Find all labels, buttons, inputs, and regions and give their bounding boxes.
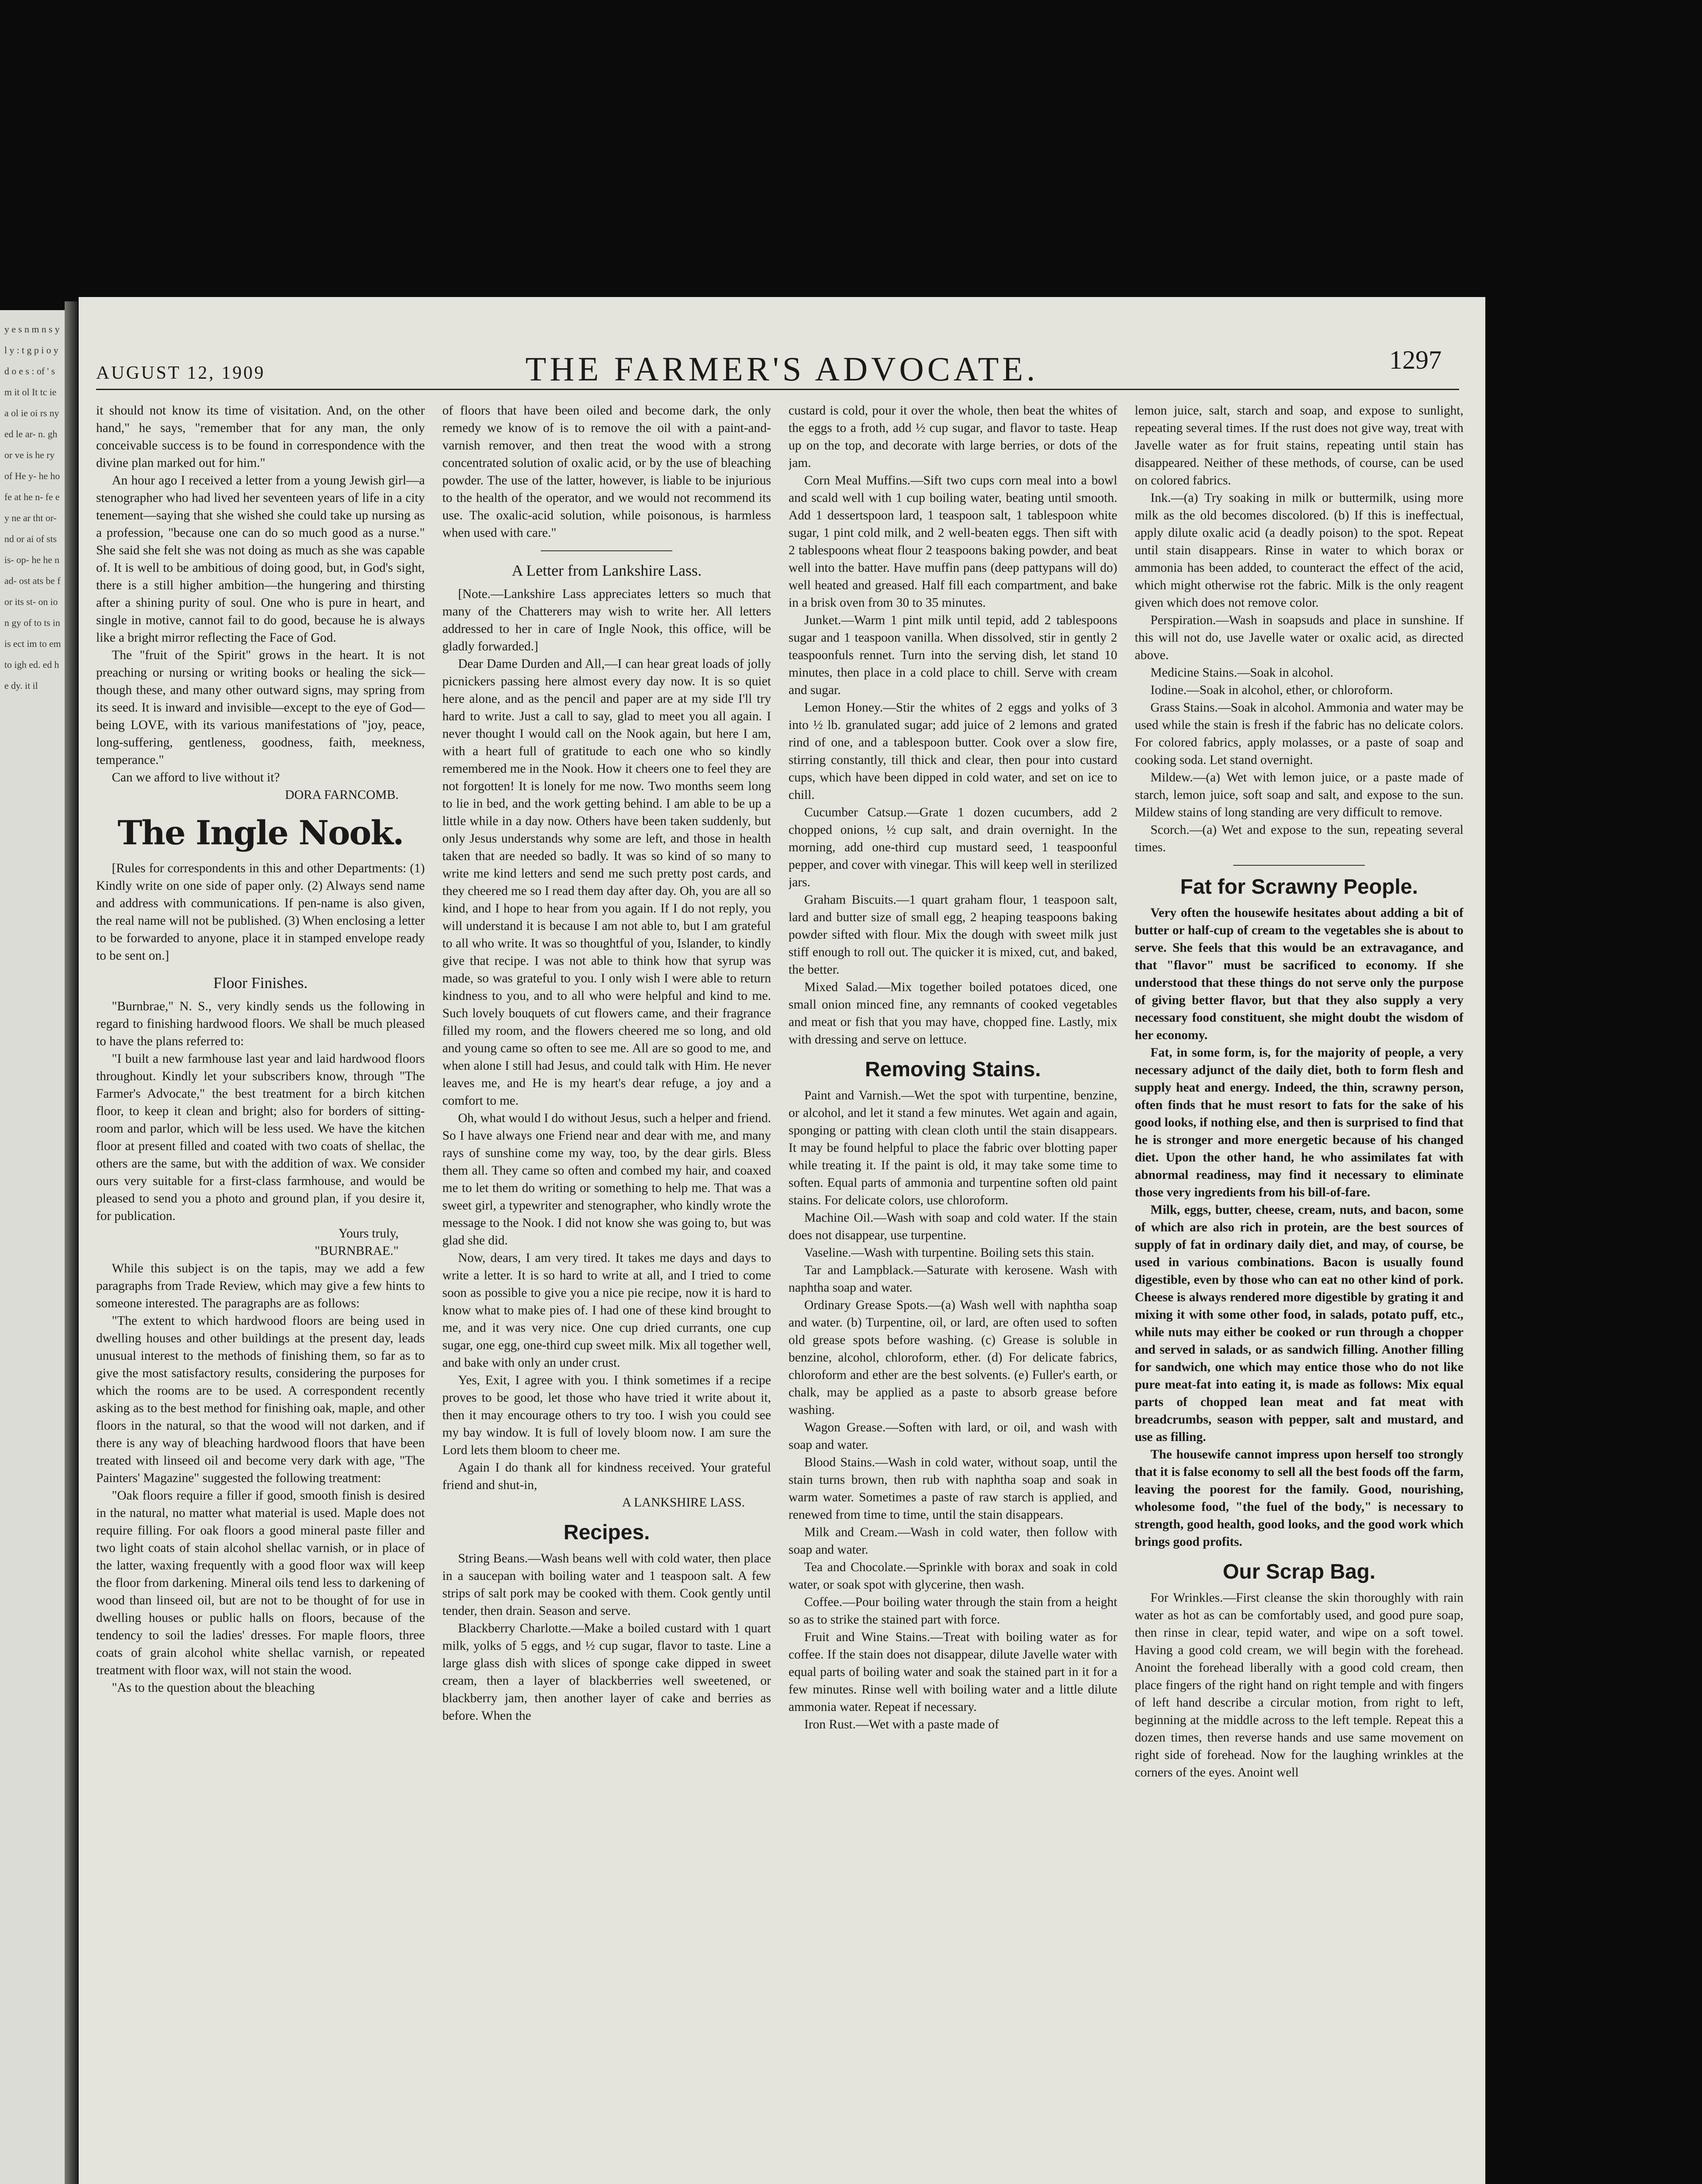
paragraph: Graham Biscuits.—1 quart graham flour, 1 teaspoon salt, lard and butter size of small egg, 2 heaping teaspoons baking powder sifted with flour. Mix the dough with sweet milk just stiff enough to roll out. The quicker it is mixed, cut, and baked, the better. [789,893,1117,977]
subheading-floor-finishes: Floor Finishes. [213,974,308,992]
paragraph: Tea and Chocolate.—Sprinkle with borax and soak in cold water, or soak spot with glycerine, then wash. [789,1560,1117,1592]
paragraph: Fruit and Wine Stains.—Treat with boiling water as for coffee. If the stain does not disappear, dilute Javelle water with equal parts of boiling water and soak the stained part in it for a few minutes. Rinse well with boiling water and a little dilute ammonia water. Repeat if necessary. [789,1630,1117,1714]
paragraph: Iron Rust.—Wet with a paste made of [804,1717,999,1731]
subheading-lankshire-letter: A Letter from Lankshire Lass. [512,562,702,579]
paragraph: Blackberry Charlotte.—Make a boiled custard with 1 quart milk, yolks of 5 eggs, and ½ cup sugar, flavor to taste. Line a large glass dish with slices of sponge cake dipped in sweet cream, then a layer of blackberries well sweetened, or blackberry jam, then another layer of cake and berries as before. When the [442,1621,771,1723]
paragraph: Coffee.—Pour boiling water through the stain from a height so as to strike the stained part with force. [789,1595,1117,1627]
paragraph: The housewife cannot impress upon herself too strongly that it is false economy to sell all the best foods off the farm, leaving the poorest for the family. Good, nourishing, wholesome food, "the fuel of the body," is necessary to strength, good health, good looks, and the good work which brings good profits. [1135,1448,1463,1549]
paragraph: Again I do thank all for kindness received. Your grateful friend and shut-in, [442,1461,771,1492]
column-3 [789,402,1117,2184]
paragraph: Lemon Honey.—Stir the whites of 2 eggs and yolks of 3 into ½ lb. granulated sugar; add juice of 2 lemons and grated rind of one, and a tablespoon butter. Cook over a slow fire, stirring constantly, till thick and clear, then pour into custard cups, which have been dipped in cold water, and set on ice to chill. [789,701,1117,802]
paragraph: String Beans.—Wash beans well with cold water, then place in a saucepan with boiling water and 1 teaspoon salt. A few strips of salt pork may be cooked with them. Cook gently until tender, then drain. Season and serve. [442,1552,771,1618]
paragraph: custard is cold, pour it over the whole, then beat the whites of the eggs to a froth, add ½ cup sugar, and flavor to taste. Heap up on the top, and decorate with large berries, or dots of the jam. [789,404,1117,470]
paragraph: Oh, what would I do without Jesus, such a helper and friend. So I have always one Friend near and dear with me, and many rays of sunshine come my way, too, by the dear girls. Bless them all. They came so often and combed my hair, and coaxed me to let them do writing or something to help me. That was a sweet girl, a typewriter and stenographer, who kindly wrote the message to the Nook. I did not know she was going to, but was glad she did. [442,1111,771,1248]
section-rule [1233,865,1365,866]
paragraph: Grass Stains.—Soak in alcohol. Ammonia and water may be used while the stain is fresh if the fabric has no delicate colors. For colored fabrics, apply molasses, or a paste of soap and cooking soda. Let stand overnight. [1135,701,1463,767]
adjacent-page-strip [0,310,66,2184]
column-2 [443,402,771,2184]
paragraph: Mixed Salad.—Mix together boiled potatoes diced, one small onion minced fine, any remnants of cooked vegetables and meat or fish that you may have, chopped fine. Lastly, mix with dressing and serve on lettuce. [789,980,1117,1047]
editor-note: [Note.—Lankshire Lass appreciates letters so much that many of the Chatterers may wish to write her. All letters addressed to her in care of Ingle Nook, this office, will be gladly forwarded.] [442,587,771,653]
paragraph: Milk and Cream.—Wash in cold water, then follow with soap and water. [789,1525,1117,1557]
closing: Yours truly, [338,1227,399,1241]
signature: DORA FARNCOMB. [285,788,399,802]
paragraph: "As to the question about the bleaching [112,1681,315,1695]
paragraph: Tar and Lampblack.—Saturate with kerosene. Wash with naphtha soap and water. [789,1263,1117,1295]
column-4 [1135,402,1464,2184]
paragraph: While this subject is on the tapis, may we add a few paragraphs from Trade Review, which may give a few hints to someone interested. The paragraphs are as follows: [96,1261,425,1310]
paragraph: Dear Dame Durden and All,—I can hear great loads of jolly picnickers passing here almost every day now. It is so quiet here alone, and as the pencil and paper are at my side I'll try hard to write. Just a call to say, glad to meet you all again. I never thought I would call on the Nook again, but here I am, with a heart full of gratitude to each one who so kindly remembered me in the Nook. How it cheers one to feel they are not forgotten! It is lonely for me now. Two months seem long to lie in bed, and the work getting behind. I am able to be up a little while in a day now. Others have been taken suddenly, but only Jesus understands why some are left, and those in health taken that are needed so badly. It was so kind of so many to write me kind letters and send me such pretty post cards, and they cheered me so I read them day after day. Oh, you are all so kind, and I hope to hear from you again. If I do not reply, you will understand it is because I am not able to, but I am grateful to all who write. It was so thoughtful of you, Islander, to kindly give that recipe. I was not able to think how that syrup was made, so was grateful to you. I only wish I were able to return kindness to you, and to all who were helpful and kind to me. Such lovely bouquets of cut flowers came, and their fragrance filled my room, and the flowers cheered me so long, and old and young came so often to see me. All are so good to me, and when alone I still had Jesus, and could talk with Him. He never leaves me, and He is my heart's dear refuge, a joy and a comfort to me. [442,657,771,1108]
newspaper-page [79,297,1485,2184]
signature: "BURNBRAE." [315,1244,399,1258]
paragraph: The "fruit of the Spirit" grows in the heart. It is not preaching or nursing or writing books or healing the sick—though these, and many other outward signs, may spring from its seed. It is inward and invisible—except to the eye of God—being LOVE, with its various manifestations of "joy, peace, long-suffering, gentleness, goodness, faith, meekness, temperance." [96,648,425,767]
paragraph: "I built a new farmhouse last year and laid hardwood floors throughout. Kindly let your subscribers know, through "The Farmer's Advocate," the best treatment for a birch kitchen floor, to keep it clean and bright; also for borders of sitting-room and parlor, which will be less used. We have the kitchen floor at present filled and coated with two coats of shellac, the others are the same, but with the addition of wax. We consider ours very suitable for a first-class farmhouse, and would be pleased to send you a photo and ground plan, if you desire it, for publication. [96,1052,425,1223]
paragraph: of floors that have been oiled and become dark, the only remedy we know of is to remove the oil with a paint-and-varnish remover, and then treat the wood with a strong concentrated solution of oxalic acid, or by the use of bleaching powder. The use of the latter, however, is liable to be injurious to the health of the operator, and we would not recommend its use. The oxalic-acid solution, while poisonous, is harmless when used with care." [442,404,771,540]
paragraph: Can we afford to live without it? [112,771,280,784]
paragraph: An hour ago I received a letter from a young Jewish girl—a stenographer who had lived her seventeen years of life in a city tenement—saying that she wished she could take up nursing as a profession, "because one can do so much good as a nurse." She said she felt she was not doing as much as she was capable of. It is well to be ambitious of doing good, but, in God's sight, there is a still higher ambition—the hungering and thirsting after a shining purity of soul. One who is pure in heart, and single in motive, cannot fail to do good, because he is always like a bright mirror reflecting the Face of God. [96,473,425,645]
paragraph: Paint and Varnish.—Wet the spot with turpentine, benzine, or alcohol, and let it stand a few minutes. Wet again and again, sponging or patting with clean cloth until the stain disappears. It may be found helpful to place the fabric over blotting paper while treating it. If the paint is old, it may take some time to soften. Equal parts of ammonia and turpentine soften old paint stains. For delicate colors, use chloroform. [789,1089,1117,1207]
masthead-title: THE FARMER'S ADVOCATE. [525,350,1039,388]
paragraph: Yes, Exit, I agree with you. I think sometimes if a recipe proves to be good, let those who have tried it write about it, then it may encourage others to try too. I wish you could see my bay window. It is full of lovely bloom now. I am sure the Lord lets them bloom to cheer me. [442,1373,771,1457]
paragraph: Scorch.—(a) Wet and expose to the sun, repeating several times. [1135,823,1463,854]
paragraph: Blood Stains.—Wash in cold water, without soap, until the stain turns brown, then rub with naphtha soap and soak in warm water. Sometimes a paste of raw starch is applied, and renewed from time to time, until the stain disappears. [789,1455,1117,1522]
paragraph: Perspiration.—Wash in soapsuds and place in sunshine. If this will not do, use Javelle water or oxalic acid, as directed above. [1135,613,1463,662]
paragraph: "The extent to which hardwood floors are being used in dwelling houses and other buildings at the present day, leads unusual interest to the methods of finishing them, so far as to give the most satisfactory results, considering the purposes for which the rooms are to be used. A correspondent recently asking as to the best method for finishing oak, maple, and other floors in the natural, so that the wood will not darken, and if there is any way of bleaching hardwood floors that have been treated with linseed oil and become very dark with age, "The Painters' Magazine" suggested the following treatment: [96,1314,425,1485]
paragraph: Wagon Grease.—Soften with lard, or oil, and wash with soap and water. [789,1420,1117,1452]
section-title-recipes: Recipes. [564,1521,650,1544]
paragraph: "Burnbrae," N. S., very kindly sends us the following in regard to finishing hardwood floors. We shall be much pleased to have the plans referred to: [96,999,425,1048]
page-header [79,297,1485,389]
section-title-ingle-nook: The Ingle Nook. [118,813,404,852]
paragraph: Milk, eggs, butter, cheese, cream, nuts, and bacon, some of which are also rich in protein, are the best sources of supply of fat in ordinary daily diet, and may, of course, be used in various combinations. Bacon is usually found digestible, even by those who can eat no other kind of pork. Cheese is always rendered more digestible by grating it and mixing it with some other food, in salads, potato puff, etc., while nuts may either be cooked or run through a chopper and served in salads, or as sandwich filling. Another filling for sandwich, one which may entice those who do not like pure meat-fat into eating it, is made as follows: Mix equal parts of chopped lean meat and fat meat with breadcrumbs, season with pepper, salt and mustard, and use as filling. [1135,1203,1463,1444]
columns [96,402,1463,2184]
issue-date: AUGUST 12, 1909 [96,363,266,383]
paragraph: "Oak floors require a filler if good, smooth finish is desired in the natural, no matter what material is used. Maple does not require filling. For oak floors a good mineral paste filler and two light coats of stain alcohol shellac varnish, or in place of the latter, waxing frequently with a good floor wax will keep the floor from darkening. Mineral oils tend less to darkening of wood than linseed oil, but are not to be thought of for use in dwelling houses or public halls on floors, because of the tendency to soil the ladies' dresses. For maple floors, three coats of grain alcohol white shellac varnish, or repeated treatment with floor wax, will not stain the wood. [96,1489,425,1677]
paragraph: Mildew.—(a) Wet with lemon juice, or a paste made of starch, lemon juice, soft soap and salt, and expose to the sun. Mildew stains of long standing are very difficult to remove. [1135,771,1463,819]
paragraph: Fat, in some form, is, for the majority of people, a very necessary adjunct of the daily diet, both to form flesh and supply heat and energy. Indeed, the thin, scrawny person, often finds that he must resort to fats for the sake of his good looks, if nothing else, and then is surprised to find that he is stronger and more energetic because of his changed diet. Upon the other hand, he who assimilates fat with abnormal readiness, may find it necessary to eliminate those very ingredients from his bill-of-fare. [1135,1046,1463,1199]
paragraph: Ordinary Grease Spots.—(a) Wash well with naphtha soap and water. (b) Turpentine, oil, or lard, are often used to soften old grease spots before washing. (c) Grease is soluble in benzine, alcohol, chloroform, ether. (d) For delicate fabrics, chloroform and ether are the best solvents. (e) Fuller's earth, or chalk, may be applied as a paste to absorb grease before washing. [789,1298,1117,1417]
paragraph: Machine Oil.—Wash with soap and cold water. If the stain does not disappear, use turpentine. [789,1211,1117,1242]
section-title-our-scrap-bag: Our Scrap Bag. [1223,1560,1376,1583]
paragraph: Cucumber Catsup.—Grate 1 dozen cucumbers, add 2 chopped onions, ½ cup salt, and drain overnight. In the morning, add one-third cup mustard seed, 1 teaspoonful pepper, and cover with vinegar. This will keep well in sterilized jars. [789,805,1117,889]
paragraph: Vaseline.—Wash with turpentine. Boiling sets this stain. [804,1246,1094,1260]
paragraph: Very often the housewife hesitates about adding a bit of butter or half-cup of cream to the vegetables she is about to serve. She feels that this would be an extravagance, and that "flavor" must be sacrificed to economy. If she understood that these things do not serve only the purpose of giving better flavor, but that they also supply a very necessary food constituent, she might doubt the wisdom of her economy. [1135,906,1463,1042]
section-title-fat-for-scrawny-people: Fat for Scrawny People. [1180,875,1418,898]
page-fold-shadow [65,301,78,2184]
paragraph: Now, dears, I am very tired. It takes me days and days to write a letter. It is so hard to write at all, and I tried to come soon as possible to give you a nice pie recipe, now it is hard to know what to make pies of. I had one of these kind brought to me, and it was very nice. One cup dried currants, one cup sugar, one egg, one-third cup sweet milk. Mix all together well, and bake with only an under crust. [442,1251,771,1370]
paragraph: it should not know its time of visitation. And, on the other hand," he says, "remember that for any man, the only conceivable success is to be found in correspondence with the divine plan marked out for him." [96,404,425,470]
adjacent-page-text: y e s n m n s y l y : t g p i o y d o e s : of ' s m it ol It tc ie a ol ie oi rs ny ed le ar- n. gh or ve is he ry of He y- he ho fe at he n- fe ey ne ar tht or- nd or ai of sts is- op- he he n ad- ost ats be for its st- on ion gy of to ts in is ect im to em to igh ed. ed he dy. it il [4,324,61,691]
paragraph: Medicine Stains.—Soak in alcohol. [1150,666,1334,680]
section-rule [541,550,672,551]
paragraph: Iodine.—Soak in alcohol, ether, or chloroform. [1150,683,1393,697]
paragraph: Junket.—Warm 1 pint milk until tepid, add 2 tablespoons sugar and 1 teaspoon vanilla. When dissolved, stir in gently 2 teaspoonfuls rennet. Turn into the serving dish, let stand 10 minutes, then place in a cold place to chill. Serve with cream and sugar. [789,613,1117,697]
column-1 [96,402,425,2184]
rules-notice: [Rules for correspondents in this and other Departments: (1) Kindly write on one side of paper only. (2) Always send name and address with communications. If pen-name is also given, the real name will not be published. (3) When enclosing a letter to be forwarded to anyone, place it in stamped envelope ready to be sent on.] [96,861,425,963]
signature: A LANKSHIRE LASS. [622,1496,745,1510]
paragraph: For Wrinkles.—First cleanse the skin thoroughly with rain water as hot as can be comfortably used, and good pure soap, then rinse in clear, tepid water, and wipe on a soft towel. Having a good cold cream, we will begin with the forehead. Anoint the forehead liberally with a good cold cream, then place fingers of the right hand on right temple and with fingers of left hand describe a circular motion, from right to left, beginning at the middle across to the left temple. Repeat this a dozen times, then reverse hands and use same movement on right side of forehead. Now for the laughing wrinkles at the corners of the eyes. Anoint well [1135,1591,1463,1780]
header-rule [96,389,1459,390]
paragraph: Corn Meal Muffins.—Sift two cups corn meal into a bowl and scald well with 1 cup boiling water, beating until smooth. Add 1 dessertspoon lard, 1 teaspoon salt, 1 tablespoon white sugar, 1 pint cold milk, and 2 well-beaten eggs. Then sift with 2 tablespoons wheat flour 2 teaspoons baking powder, and beat well into the batter. Have muffin pans (deep pattypans will do) well heated and greased. Half fill each compartment, and bake in a brisk oven from 30 to 35 minutes. [789,473,1117,610]
page-number: 1297 [1389,346,1442,374]
section-title-removing-stains: Removing Stains. [865,1058,1041,1081]
paragraph: lemon juice, salt, starch and soap, and expose to sunlight, repeating several times. If the rust does not give way, treat with Javelle water as for fruit stains, repeating until stain has disappeared. Neither of these methods, of course, can be used on colored fabrics. [1135,404,1463,487]
paragraph: Ink.—(a) Try soaking in milk or buttermilk, using more milk as the old becomes discolored. (b) If this is ineffectual, apply dilute oxalic acid (a deadly poison) to the spot. Repeat until stain disappears. Rinse in water to which borax or ammonia has been added, to counteract the effect of the acid, which might otherwise rot the fabric. Milk is the only reagent given which does not remove color. [1135,491,1463,610]
